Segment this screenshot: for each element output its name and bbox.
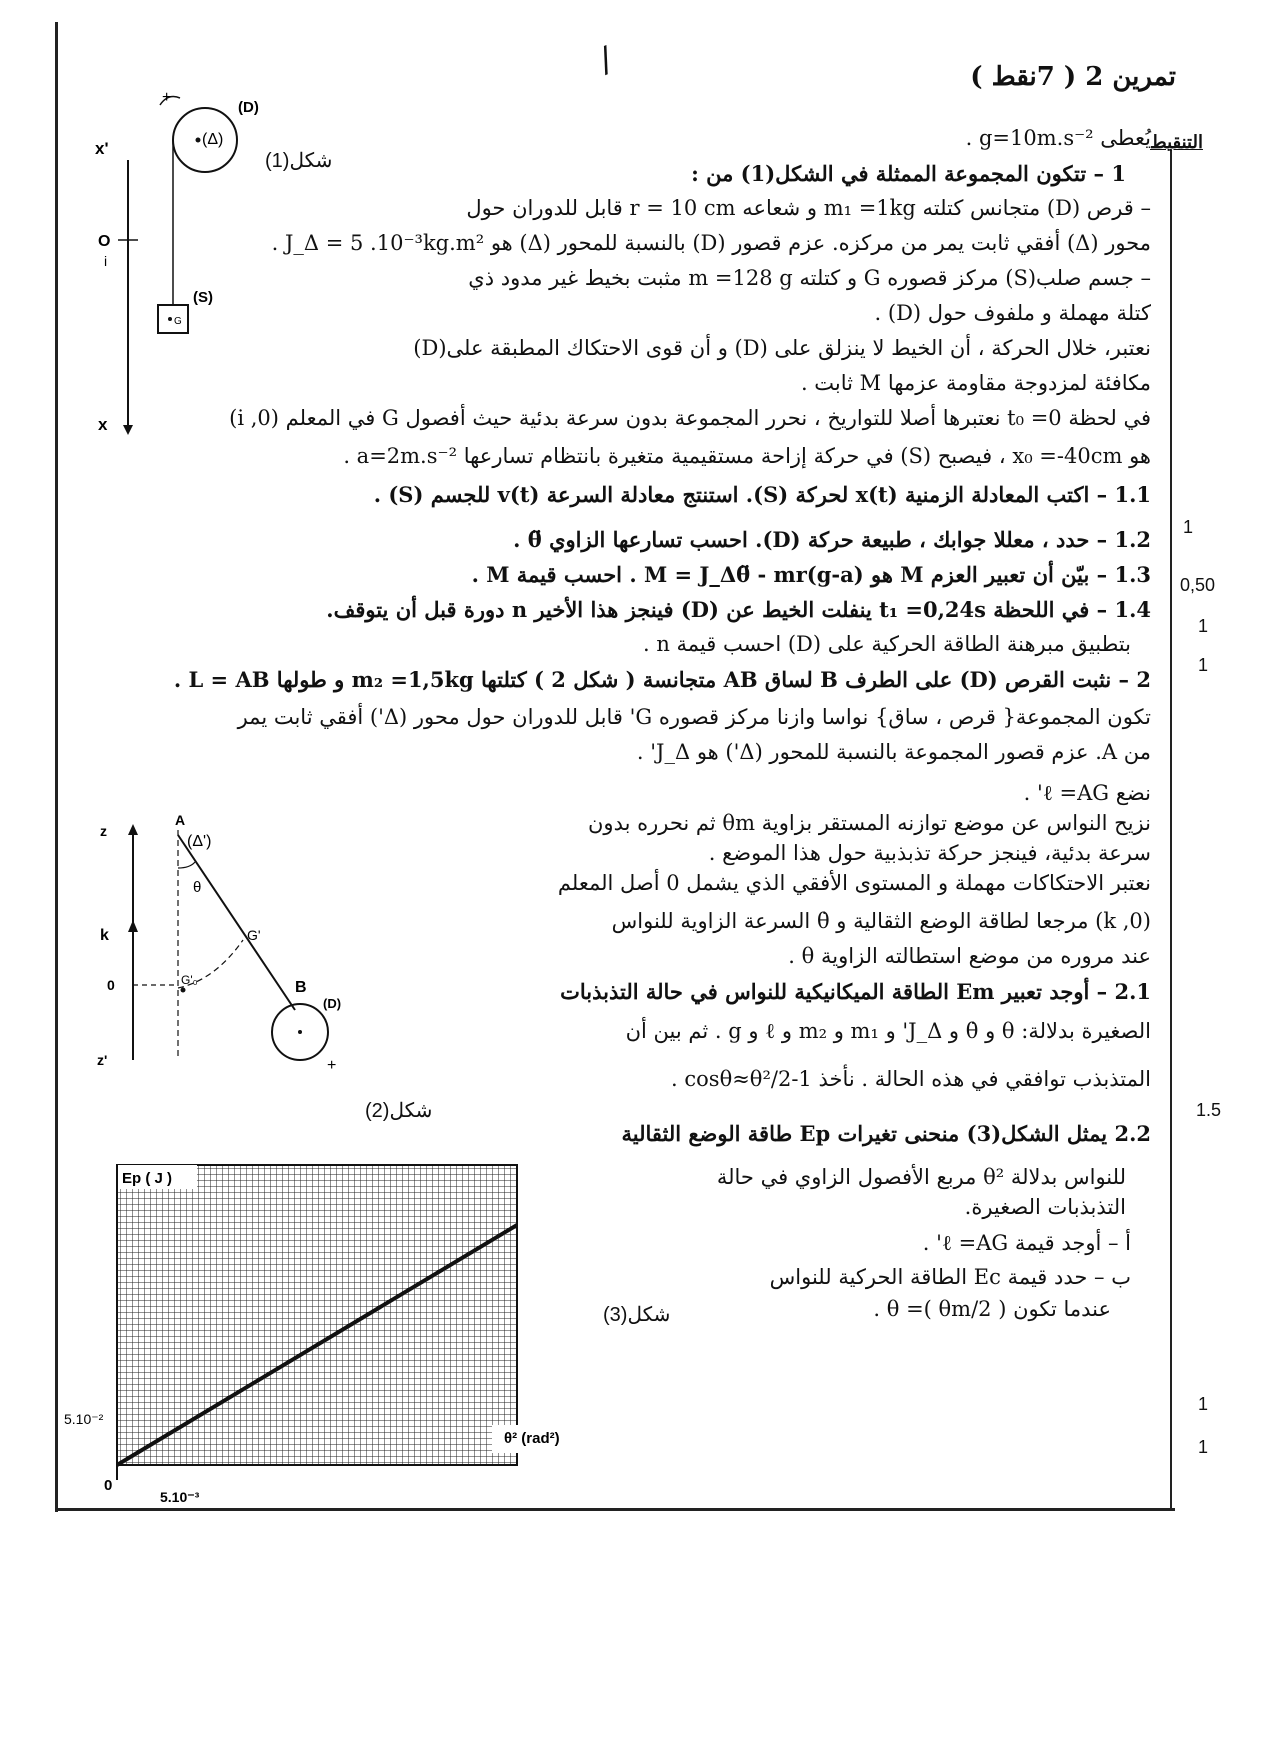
score-1-4: 1	[1198, 655, 1209, 675]
question-1-1: 1.1 – اكتب المعادلة الزمنية x(t) لحركة (S). استنتج معادلة السرعة v(t) للجسم (S) .	[373, 482, 1151, 507]
fig2-plus-label: +	[327, 1057, 337, 1074]
pendulum-inertia: من A. عزم قصور المجموعة بالنسبة للمحور (Δ') هو J_Δ' .	[636, 740, 1151, 764]
question-2-2-a: أ – أوجد قيمة ℓ =AG' .	[922, 1231, 1131, 1255]
score-1-1: 1	[1183, 517, 1194, 537]
score-2-1: 1.5	[1196, 1100, 1222, 1120]
chart-xlabel: θ² (rad²)	[504, 1430, 560, 1447]
fig1-solid-label: (S)	[193, 289, 213, 306]
question-2-2-cont2: التذبذبات الصغيرة.	[964, 1195, 1126, 1219]
z-axis-arrow	[128, 824, 138, 835]
fig3-caption: شكل(3)	[603, 1304, 671, 1326]
fig2-zprime-label: z'	[97, 1052, 108, 1068]
chart-ylabel: Ep ( J )	[122, 1170, 173, 1187]
set-l: نضع ℓ =AG' .	[1023, 781, 1151, 805]
fig2-a-label: A	[175, 812, 186, 828]
chart-origin: 0	[104, 1477, 113, 1494]
disc-center	[196, 138, 201, 143]
score-1-2: 0,50	[1180, 575, 1216, 595]
initial-conditions: في لحظة t₀ =0 نعتبرها أصلا للتواريخ ، نحرر المجموعة بدون سرعة بدئية حيث أفصول G في المعلم (0, i)	[229, 406, 1151, 430]
friction-neglected: نعتبر الاحتكاكات مهملة و المستوى الأفقي الذي يشمل 0 أصل المعلم	[557, 871, 1151, 895]
part2-intro: 2 – نثبت القرص (D) على الطرف B لساق AB متجانسة ( شكل 2 ) كتلتها m₂ =1,5kg و طولها L = AB .	[173, 667, 1151, 692]
fig2-caption: شكل(2)	[365, 1100, 433, 1122]
disc-description: – قرص (D) متجانس كتلته m₁ =1kg و شعاعه r = 10 cm قابل للدوران حول	[466, 196, 1151, 220]
fig1-x-label: x	[98, 415, 108, 434]
check-mark-icon: /	[593, 39, 618, 81]
question-2-1: 2.1 – أوجد تعبير Em الطاقة الميكانيكية للنواس في حالة التذبذبات	[560, 979, 1151, 1004]
fig1-o-label: O	[98, 233, 111, 250]
score-2-2-a: 1	[1198, 1394, 1209, 1414]
exercise-title: تمرين 2 ( 7نقط )	[970, 62, 1176, 92]
friction-couple: مكافئة لمزدوجة مقاومة عزمها M ثابت .	[800, 371, 1151, 395]
figure-2	[95, 810, 415, 1080]
fig2-b-label: B	[295, 979, 307, 996]
question-2-1-cont: الصغيرة بدلالة: θ و θ̇ و J_Δ' و m₁ و m₂ و ℓ و g . ثم بين أن	[625, 1019, 1151, 1043]
fig2-z-label: z	[100, 823, 107, 839]
question-2-2: 2.2 يمثل الشكل(3) منحنى تغيرات Ep طاقة الوضع الثقالية	[621, 1121, 1151, 1146]
fig2-k-label: k	[100, 927, 109, 944]
given-line: يُعطى g=10m.s⁻² .	[965, 126, 1151, 150]
figure-1	[90, 90, 370, 440]
disc-inertia: محور (Δ) أفقي ثابت يمر من مركزه. عزم قصور (D) بالنسبة للمحور (Δ) هو J_Δ = 5 .10⁻³kg.m² .	[271, 231, 1151, 255]
question-2-2-b-cont: عندما تكون ( θ =( θm/2 .	[873, 1297, 1111, 1321]
friction-assumption: نعتبر، خلال الحركة ، أن الخيط لا ينزلق على (D) و أن قوى الاحتكاك المطبقة على(D)	[413, 336, 1151, 360]
fig1-axis-label: (Δ)	[202, 131, 224, 148]
solid-wound: كتلة مهملة و ملفوف حول (D) .	[874, 301, 1151, 325]
fig2-o-label: 0	[107, 977, 115, 993]
solid-box	[158, 305, 188, 333]
grading-header: التنقيط	[1150, 132, 1203, 153]
fig2-theta-label: θ	[193, 879, 202, 896]
theta-arc	[178, 862, 195, 868]
g0-point	[181, 988, 186, 993]
page-frame-left	[55, 22, 58, 1512]
fig2-d-label: (D)	[323, 996, 342, 1011]
question-1-4-cont: بتطبيق مبرهنة الطاقة الحركية على (D) احسب قيمة n .	[642, 632, 1131, 656]
fig1-g-label: G	[174, 316, 182, 327]
x-axis-arrow	[123, 425, 133, 435]
question-2-1-approx: المتذبذب توافقي في هذه الحالة . نأخذ 1-cosθ≈θ²/2 .	[671, 1067, 1151, 1091]
fig2-delta-label: (Δ')	[187, 833, 212, 850]
potential-reference: (0, k) مرجعا لطاقة الوضع الثقالية و θ̇ السرعة الزاوية للنواس	[611, 909, 1151, 933]
question-1-2: 1.2 – حدد ، معللا جوابك ، طبيعة حركة (D). احسب تسارعها الزاوي θ̈ .	[513, 527, 1151, 552]
score-2-2-b: 1	[1198, 1437, 1209, 1457]
pendulum-description: تكون المجموعة{ قرص ، ساق} نواسا وازنا مركز قصوره G' قابل للدوران حول محور (Δ') أفقي ثابت يمر	[237, 705, 1151, 729]
solid-description: – جسم صلب(S) مركز قصوره G و كتلته m =128 g مثبت بخيط غير مدود ذي	[468, 266, 1151, 290]
pendulum-release: نزيح النواس عن موضع توازنه المستقر بزاوية θm ثم نحرره بدون	[588, 811, 1151, 835]
fig1-caption: شكل(1)	[265, 150, 333, 172]
fig1-plus-label: +	[162, 90, 172, 106]
solid-center	[168, 317, 172, 321]
fig1-xprime-label: x'	[95, 139, 109, 158]
pendulum-disc-center	[298, 1030, 302, 1034]
question-2-2-cont: للنواس بدلالة θ² مربع الأفصول الزاوي في حالة	[716, 1165, 1126, 1189]
pendulum-oscillation: سرعة بدئية، فينجز حركة تذبذبية حول هذا الموضع .	[708, 841, 1151, 865]
chart-xtick: 5.10⁻³	[160, 1489, 200, 1505]
question-1-4: 1.4 – في اللحظة t₁ =0,24s ينفلت الخيط عن (D) فينجز هذا الأخير n دورة قبل أن يتوقف.	[326, 597, 1151, 622]
part1-intro: 1 – تتكون المجموعة الممثلة في الشكل(1) من :	[691, 161, 1126, 186]
chart-ytick: 5.10⁻²	[64, 1411, 104, 1427]
angular-elongation: عند مروره من موضع استطالته الزاوية θ .	[788, 944, 1151, 968]
score-1-3: 1	[1198, 616, 1209, 636]
question-2-2-b: ب – حدد قيمة Ec الطاقة الحركية للنواس	[769, 1265, 1131, 1289]
grading-column-border	[1170, 150, 1172, 1510]
fig1-i-label: i	[104, 253, 108, 269]
fig2-g0-label: G'₀	[181, 973, 198, 987]
question-1-3: 1.3 – بيّن أن تعبير العزم M هو M = J_Δθ̈ - mr(g-a) . احسب قيمة M .	[471, 562, 1151, 587]
figure-3-chart	[60, 1150, 610, 1520]
k-vector-head	[128, 920, 138, 932]
chart-grid	[117, 1165, 517, 1465]
motion-description: هو x₀ =-40cm ، فيصبح (S) في حركة إزاحة مستقيمية متغيرة بانتظام تسارعها a=2m.s⁻² .	[343, 444, 1151, 468]
fig1-disc-label: (D)	[238, 99, 259, 116]
fig2-g1-label: G'	[247, 927, 261, 943]
